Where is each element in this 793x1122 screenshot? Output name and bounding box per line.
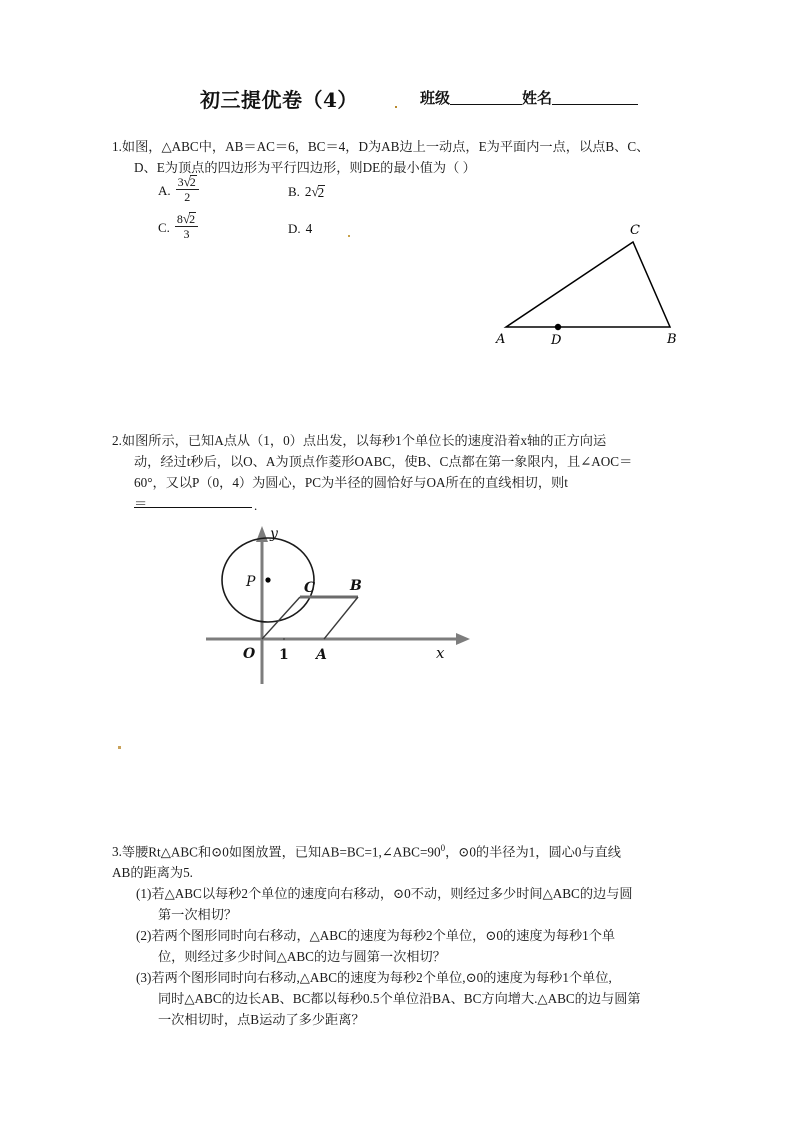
- choice-row-2: [158, 213, 488, 250]
- label-point-p: P: [246, 574, 256, 590]
- problem-3-number: 3.: [112, 844, 122, 860]
- triangle-figure-svg: [480, 218, 690, 348]
- label-b: B: [667, 332, 677, 347]
- problem-3-degree-sup: 0: [440, 843, 446, 853]
- choice-b-value: [305, 184, 325, 201]
- segment-ba: [324, 597, 358, 639]
- label-c: C: [630, 223, 640, 238]
- choice-a-radicand: 2: [189, 175, 196, 189]
- subpart-3-label: (3): [136, 970, 152, 986]
- subpart-3-line2: 同时△ABC的边长AB、BC都以每秒0.5个单位沿BA、BC方向增大.△ABC的边与圆第: [158, 991, 641, 1007]
- problem-2-line3: 60°，又以P（0，4）为圆心，PC为半径的圆恰好与OA所在的直线相切，则t: [134, 475, 568, 490]
- class-label: 班级: [420, 89, 451, 107]
- choice-c-value: [175, 212, 198, 241]
- triangle-abc: [506, 242, 670, 327]
- problem-3-text: [112, 838, 690, 1030]
- name-blank[interactable]: [552, 104, 638, 105]
- choice-b-radicand: 2: [317, 185, 325, 200]
- problem-1-line1: 如图，△ABC中，AB＝AC＝6，BC＝4，D为AB边上一动点，E为平面内一点，以点B、C、: [121, 139, 650, 154]
- label-point-a: A: [316, 647, 327, 663]
- choice-c-label: C.: [158, 219, 170, 235]
- choice-b[interactable]: [288, 184, 325, 201]
- problem-1-line2: D、E为顶点的四边形为平行四边形，则DE的最小值为（ ）: [134, 160, 476, 175]
- subpart-2-line1: 若两个图形同时向右移动，△ABC的速度为每秒2个单位，⊙0的速度为每秒1个单: [151, 928, 616, 944]
- sqrt-icon: √ 2: [311, 184, 325, 200]
- subpart-1-label: (1): [136, 886, 152, 902]
- choice-c-radicand: 2: [189, 212, 196, 226]
- choice-a-denominator: 2: [184, 190, 191, 205]
- point-d-marker: [555, 324, 561, 330]
- subpart-2-line2: 位，则经过多少时间△ABC的边与圆第一次相切？: [158, 949, 446, 965]
- label-tick-one: 1: [279, 647, 289, 663]
- center-p-marker: [265, 577, 270, 582]
- stray-mark-choice-d: [348, 235, 350, 237]
- problem-3-subpart-1: [112, 883, 690, 925]
- problem-3-line1-tail: ，⊙0的半径为1，圆心0与直线: [445, 844, 621, 860]
- label-y-axis: y: [270, 526, 278, 542]
- x-axis-arrow-icon: [456, 633, 470, 645]
- choice-d-label: D.: [288, 221, 301, 236]
- student-info-fields: [420, 87, 638, 108]
- subpart-1-line2: 第一次相切？: [158, 907, 238, 923]
- choice-b-label: B.: [288, 184, 300, 200]
- label-point-c: C: [304, 580, 316, 596]
- choice-a-label: A.: [158, 182, 171, 198]
- problem-1-figure: [480, 218, 690, 348]
- choice-c[interactable]: [158, 213, 198, 242]
- axes-figure-svg: [198, 518, 478, 688]
- choice-d[interactable]: [288, 221, 312, 237]
- choice-a-coefficient: 3: [177, 175, 184, 189]
- problem-2-line2: 动，经过t秒后，以O、A为顶点作菱形OABC，使B、C点都在第一象限内，且∠AOC＝: [134, 454, 633, 469]
- page-header: [110, 84, 690, 118]
- problem-3-line1: 等腰Rt△ABC和⊙0如图放置，已知AB=BC=1,∠ABC=90: [121, 844, 441, 860]
- choice-b-coefficient: 2: [304, 184, 312, 199]
- class-blank[interactable]: [450, 104, 522, 105]
- label-point-b: B: [350, 578, 362, 594]
- problem-3-subpart-2: [112, 925, 690, 967]
- stray-mark-title: [395, 106, 397, 108]
- label-origin: O: [243, 646, 256, 662]
- name-label: 姓名: [522, 89, 553, 107]
- subpart-3-line1: 若两个图形同时向右移动,△ABC的速度为每秒2个单位,⊙0的速度为每秒1个单位,: [151, 970, 612, 986]
- page-title: 初三提优卷（4）: [200, 88, 358, 112]
- choice-a-value: [176, 175, 199, 204]
- problem-2-period: .: [254, 498, 258, 513]
- problem-2-line4: ＝: [134, 496, 148, 511]
- subpart-1-line1: 若△ABC以每秒2个单位的速度向右移动，⊙0不动，则经过多少时间△ABC的边与圆: [151, 886, 633, 902]
- tick-one-marker: [283, 638, 285, 640]
- choice-a-numerator: [176, 175, 199, 190]
- sqrt-icon: √ 2: [183, 174, 196, 189]
- choice-c-denominator: 3: [183, 227, 190, 242]
- problem-1-text: [112, 136, 684, 178]
- choice-c-numerator: [175, 212, 198, 227]
- problem-3-line2: AB的距离为5.: [112, 865, 193, 881]
- subpart-3-line3: 一次相切时，点B运动了多少距离？: [158, 1012, 365, 1028]
- subpart-2-label: (2): [136, 928, 152, 944]
- label-d: D: [551, 333, 562, 348]
- problem-2-number: 2.: [112, 433, 122, 448]
- choice-row-1: [158, 176, 488, 213]
- problem-3-subpart-3: [112, 967, 690, 1030]
- problem-2-figure: [198, 518, 478, 688]
- stray-mark-middle: [118, 746, 121, 749]
- choice-c-coefficient: 8: [176, 212, 183, 226]
- label-x-axis: x: [436, 644, 445, 662]
- choice-d-value: 4: [305, 221, 313, 236]
- problem-1-choices: [158, 176, 488, 250]
- problem-2-answer-blank[interactable]: [134, 495, 252, 508]
- sqrt-icon: √ 2: [182, 211, 196, 226]
- problem-1-number: 1.: [112, 139, 122, 154]
- label-a: A: [496, 332, 506, 347]
- segment-oc: [262, 597, 300, 639]
- problem-2-line1: 如图所示，已知A点从（1，0）点出发，以每秒1个单位长的速度沿着x轴的正方向运: [121, 433, 607, 448]
- choice-a[interactable]: [158, 176, 199, 205]
